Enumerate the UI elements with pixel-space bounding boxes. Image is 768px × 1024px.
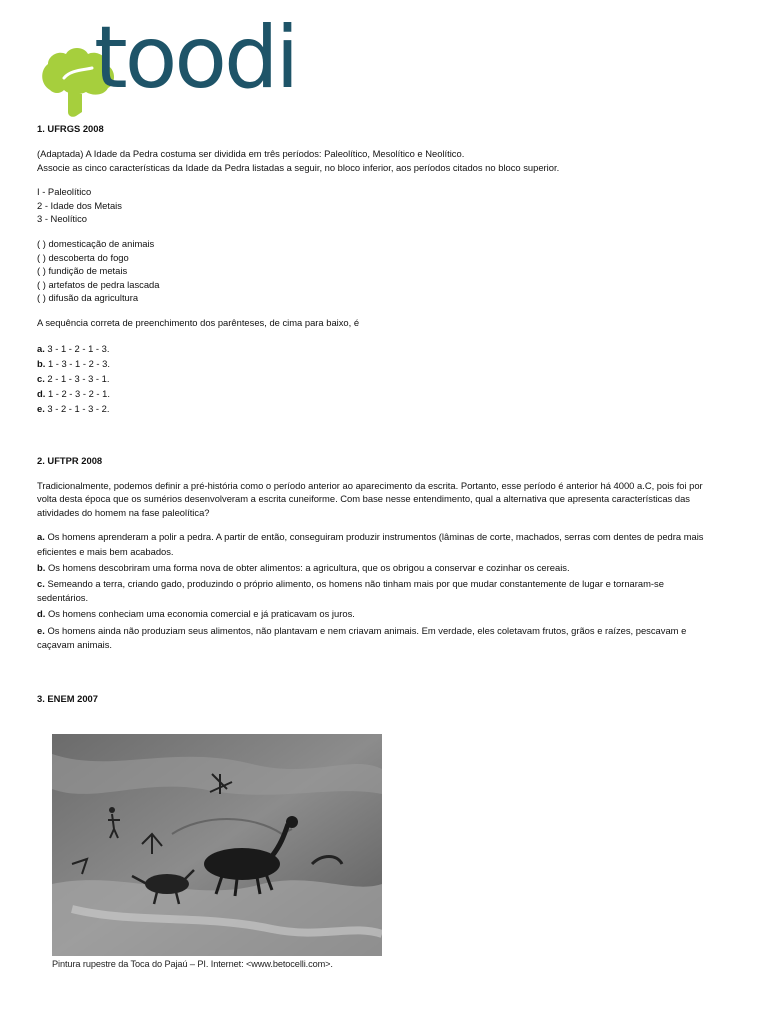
q1-item: ( ) artefatos de pedra lascada [37,278,160,290]
brand-wordmark: toodi [94,8,297,108]
alternative-text: sedentários. [37,592,89,604]
q2-intro-line: volta desta época que os sumérios desenvolveram a escrita cuneiforme. Com base nesse entendimento, qual a alternativa que apresenta características das [37,493,690,505]
q1-item: ( ) fundição de metais [37,265,128,277]
alternative-letter: b. [37,357,46,369]
alternative-text: 1 - 2 - 3 - 2 - 1. [45,387,110,399]
rock-painting-figure [52,734,384,969]
alternative-letter: b. [37,561,46,573]
alternative-text: 3 - 1 - 2 - 1 - 3. [44,342,110,354]
q1-item: ( ) descoberta do fogo [37,251,129,263]
alternative-letter: c. [37,372,45,384]
q1-title: 1. UFRGS 2008 [37,123,104,134]
q1-item: ( ) difusão da agricultura [37,292,139,304]
q1-alternatives [37,341,732,416]
q1-period: 2 - Idade dos Metais [37,199,122,211]
q1-prompt: A sequência correta de preenchimento dos parênteses, de cima para baixo, é [37,316,360,328]
rock-painting-photo [52,734,382,956]
alternative-text: Os homens aprenderam a polir a pedra. A partir de então, conseguiram produzir instrumentos (lâminas de corte, machados, serras com dentes de pedra mais [47,531,704,543]
q2-intro-line: Tradicionalmente, podemos definir a pré-história como o período anterior ao aparecimento da escrita. Portanto, esse período é anterior há 4000 a.C, pois foi por [37,479,703,491]
q1-intro-line: (Adaptada) A Idade da Pedra costuma ser dividida em três períodos: Paleolítico, Mesolítico e Neolítico. [37,148,465,159]
alternative-text: Os homens conheciam uma economia comercial e já praticavam os juros. [47,608,355,620]
alternative-text: Os homens ainda não produziam seus alimentos, não plantavam e nem criavam animais. Em verdade, eles coletavam frutos, grãos e raízes, pescavam e [47,624,687,636]
q1-intro-line: Associe as cinco características da Idade da Pedra listadas a seguir, no bloco inferior, aos períodos citados no bloco superior. [37,161,560,173]
alternative-text: Semeando a terra, criando gado, produzindo o próprio alimento, os homens não tinham mais por que mudar constantemente de lugar e tornaram-se [47,577,664,589]
alternative-letter: a. [37,531,45,543]
alternative-text: eficientes e mais bem acabados. [37,545,174,557]
alternative-d[interactable] [37,607,732,621]
toodi-logo [38,8,328,124]
alternative-letter: e. [37,624,45,636]
q1-item: ( ) domesticação de animais [37,237,155,249]
alternative-d[interactable] [37,386,732,401]
alternative-text: 1 - 3 - 1 - 2 - 3. [45,357,110,369]
alternative-e[interactable] [37,624,732,652]
q3-title: 3. ENEM 2007 [37,692,98,704]
q2-alternatives [37,530,732,652]
q2-title: 2. UFTPR 2008 [37,454,103,466]
alternative-letter: d. [37,608,46,620]
alternative-b[interactable] [37,561,732,575]
alternative-letter: e. [37,402,45,414]
alternative-e[interactable] [37,401,732,416]
alternative-b[interactable] [37,356,732,371]
alternative-letter: a. [37,342,45,354]
q2-intro-line: atividades do homem na fase paleolítica? [37,506,210,518]
alternative-text: Os homens descobriram uma forma nova de obter alimentos: a agricultura, que os obrigou a conservar e cozinhar os cereais. [47,561,570,573]
alternative-text: 3 - 2 - 1 - 3 - 2. [44,402,110,414]
alternative-letter: d. [37,387,46,399]
alternative-letter: c. [37,577,45,589]
figure-caption: Pintura rupestre da Toca do Pajaú – PI. Internet: <www.betocelli.com>. [52,959,333,969]
q1-period: I - Paleolítico [37,186,92,198]
document-content [37,122,732,706]
alternative-c[interactable] [37,577,732,605]
alternative-text: 2 - 1 - 3 - 3 - 1. [44,372,110,384]
alternative-a[interactable] [37,530,732,558]
q1-period: 3 - Neolítico [37,213,88,225]
alternative-c[interactable] [37,371,732,386]
alternative-text: caçavam animais. [37,638,113,650]
alternative-a[interactable] [37,341,732,356]
